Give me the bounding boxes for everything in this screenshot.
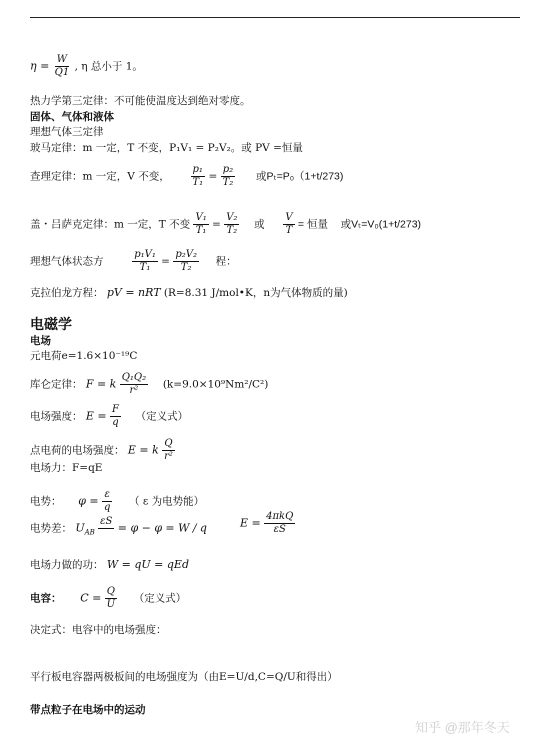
- section-gases: 固体、气体和液体: [30, 111, 114, 123]
- decision-formula: 决定式：电容中的电场强度：: [30, 624, 167, 636]
- section-electromagnetism: 电磁学: [30, 316, 72, 332]
- section-electric-field: 电场: [30, 335, 51, 347]
- boyle-law: 玻马定律：m 一定，T 不变，P₁V₁ = P₂V₂。或 PV =恒量: [30, 142, 303, 154]
- point-charge-field: 点电荷的电场强度： E = k $\frac{Q}{\text{r²}}$: [30, 438, 173, 462]
- field-strength: 电场强度： E = $\frac{F}{q}$ （定义式）: [30, 404, 189, 428]
- potential-difference: 电势差： $U_{AB}$ εS = φ − φ = W / q: [30, 516, 207, 537]
- coulomb-law: 库仑定律： F = k $\frac{\text{Q₁Q₂}}{\text{r²}}$ (k=9.0×10⁹Nm²/C²): [30, 372, 269, 396]
- field-force: 电场力：F=qE: [30, 462, 103, 474]
- top-rule: [30, 17, 520, 18]
- ideal-state-equation: 理想气体状态方 $\frac{\text{p₁V₁}}{\text{T₁}}$ = $\frac{\text{p₂V₂}}{\text{T₂}}$ 程：: [30, 249, 237, 273]
- clapeyron-equation: 克拉伯龙方程： pV = nRT (R=8.31 J/mol•K，n为气体物质的量): [30, 286, 348, 299]
- electric-potential: 电势： φ = $\frac{\varepsilon}{q}$ （ ε 为电势能）: [30, 489, 205, 513]
- field-work: 电场力做的功： W = qU = qEd: [30, 558, 189, 571]
- elementary-charge: 元电荷e=1.6×10⁻¹⁹C: [30, 350, 138, 362]
- parallel-plate-field: 平行板电容器两极板间的电场强度为（由E=U/d,C=Q/U和得出）: [30, 671, 338, 683]
- capacitor-field-formula: E = $\frac{\text{4πkQ}}{\varepsilon S}$: [240, 511, 294, 535]
- capacitance: 电容： C = $\frac{Q}{U}$ （定义式）: [30, 586, 187, 610]
- ideal-gas-law: 理想气体三定律: [30, 126, 104, 138]
- watermark: 知乎 @那年冬天: [415, 720, 510, 735]
- charged-particle-motion: 带点粒子在电场中的运动: [30, 704, 146, 716]
- charles-law: 查理定律：m 一定，V 不变， $\frac{\text{p₁}}{\text{T₁}}$ = $\frac{\text{p₂}}{\text{T₂}}$ 或Pₜ=P₀（1+t/273): [30, 164, 344, 188]
- efficiency-line: η = $\frac{W}{Q1}$ , η 总小于 1。: [30, 54, 143, 78]
- third-law: 热力学第三定律：不可能使温度达到绝对零度。: [30, 95, 251, 107]
- gaylussac-law: 盖・吕萨克定律：m 一定，T 不变 $\frac{\text{V₁}}{\text{T₁}}$ = $\frac{\text{V₂}}{\text{T₂}}$ 或 $\frac{V}{T}$ = 恒量 或Vₜ=V₀(1+t/273): [30, 212, 422, 236]
